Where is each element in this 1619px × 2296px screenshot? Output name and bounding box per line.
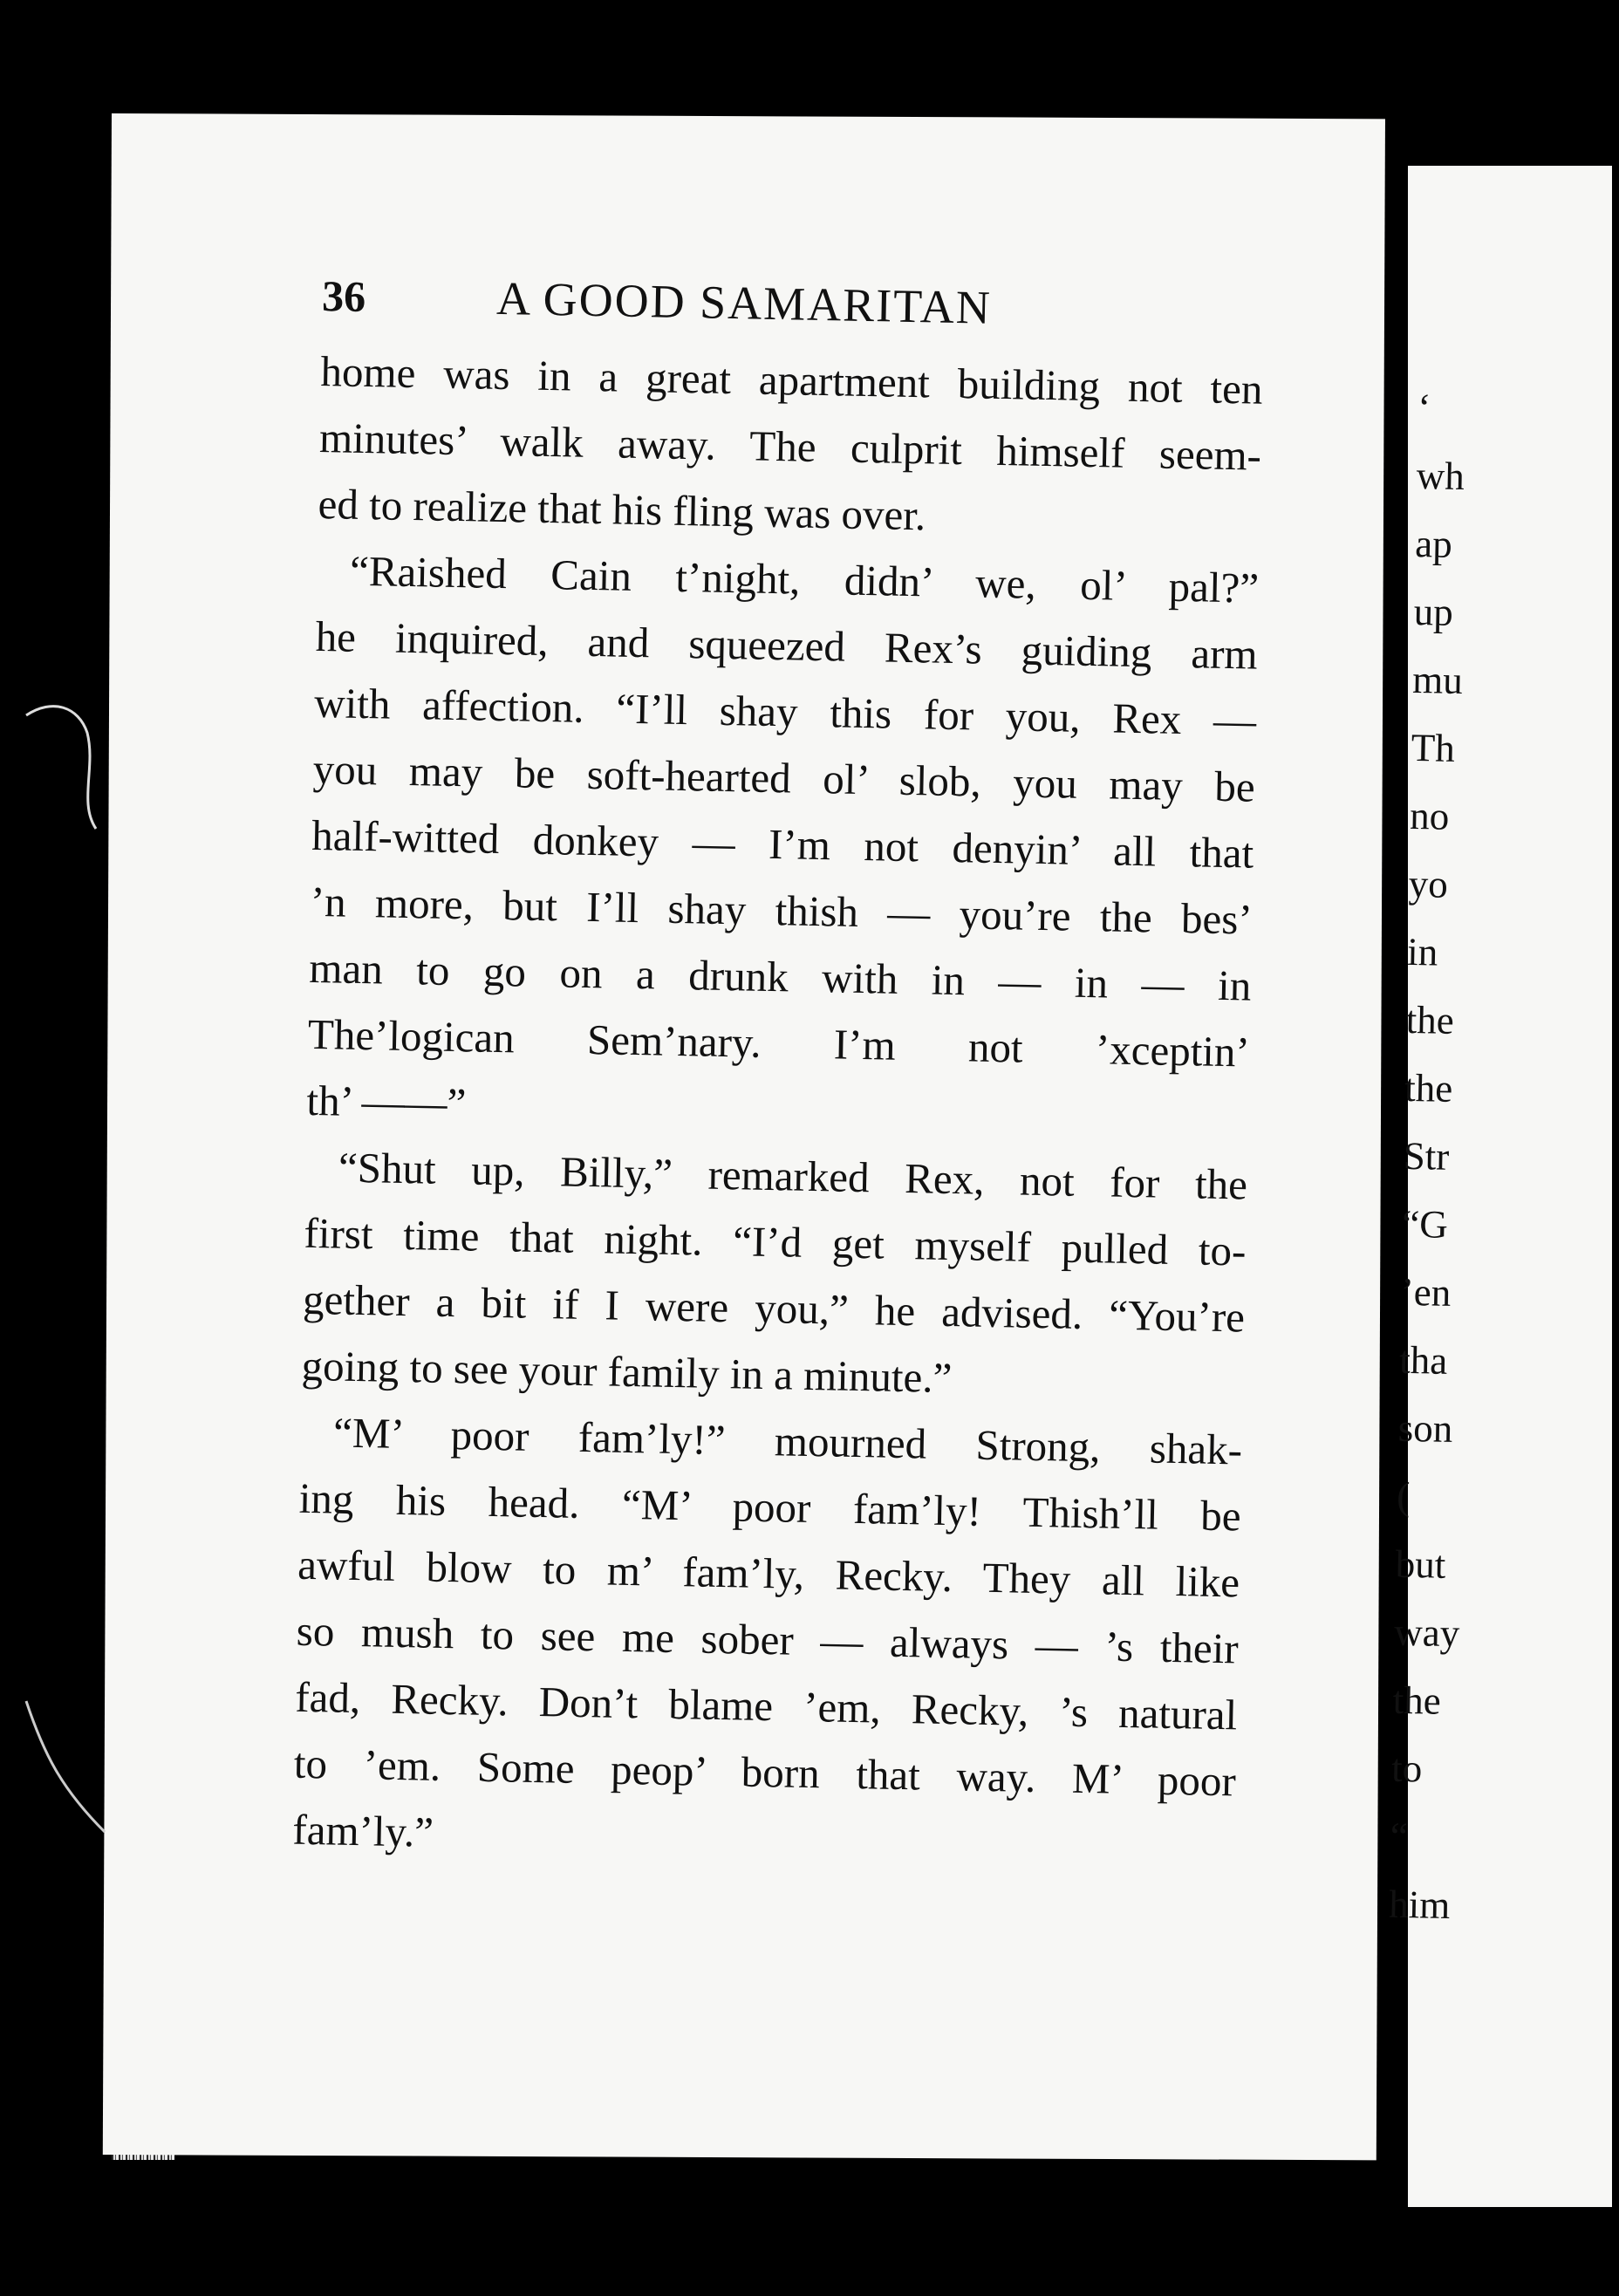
text-line: th’ ——” bbox=[306, 1076, 467, 1128]
text-line: ed to realize that his fling was over. bbox=[318, 479, 926, 540]
right-text-fragment: but bbox=[1395, 1541, 1446, 1587]
right-text-fragment: no bbox=[1409, 793, 1450, 838]
right-text-fragment: “G bbox=[1401, 1201, 1449, 1247]
text-line: home was in a great apartment building not ten bbox=[320, 346, 1263, 413]
text-line: first time that night. “I’d get myself pulled to- bbox=[304, 1208, 1247, 1275]
right-text-fragment: the bbox=[1404, 1065, 1453, 1110]
right-text-fragment: way bbox=[1393, 1609, 1460, 1656]
text-line: “Shut up, Billy,” remarked Rex, not for the bbox=[338, 1143, 1248, 1209]
right-text-fragment: “ bbox=[1390, 1814, 1409, 1859]
text-line: “M’ poor fam’ly!” mourned Strong, shak- bbox=[332, 1408, 1243, 1474]
text-line: awful blow to m’ fam’ly, Recky. They all like bbox=[297, 1540, 1240, 1607]
right-text-fragment: ap bbox=[1414, 521, 1453, 566]
right-text-fragment: ( bbox=[1396, 1473, 1411, 1519]
running-head: A GOOD SAMARITAN bbox=[495, 271, 993, 334]
right-text-fragment: the bbox=[1405, 997, 1455, 1042]
text-line: going to see your family in a minute.” bbox=[301, 1341, 953, 1403]
right-page-text bbox=[1389, 373, 1619, 1942]
text-line: ing his head. “M’ poor fam’ly! Thish’ll be bbox=[298, 1473, 1242, 1541]
page-number: 36 bbox=[321, 270, 366, 321]
left-page-text bbox=[292, 262, 1265, 1881]
right-text-fragment: in bbox=[1406, 929, 1438, 974]
text-line: fam’ly.” bbox=[291, 1805, 434, 1856]
right-text-fragment: yo bbox=[1408, 861, 1449, 906]
text-line: half-witted donkey — I’m not denyin’ all that bbox=[311, 810, 1254, 878]
right-text-fragment: ‘ bbox=[1417, 385, 1431, 430]
thread-mark-lower bbox=[26, 1701, 113, 1841]
right-text-fragment: up bbox=[1413, 589, 1454, 634]
text-line: ’n more, but I’ll shay thish — you’re the bes’ bbox=[310, 877, 1254, 944]
right-text-fragment: to bbox=[1390, 1746, 1423, 1791]
right-text-fragment: ’en bbox=[1400, 1269, 1452, 1315]
right-text-fragment: the bbox=[1392, 1678, 1442, 1723]
right-text-fragment: him bbox=[1388, 1882, 1451, 1928]
text-line: so mush to see me sober — always — ’s their bbox=[296, 1606, 1240, 1673]
right-text-fragment: tha bbox=[1398, 1337, 1448, 1383]
body-text bbox=[292, 338, 1263, 1881]
text-line: fad, Recky. Don’t blame ’em, Recky, ’s natural bbox=[294, 1672, 1238, 1739]
text-line: to ’em. Some peop’ born that way. M’ poor bbox=[293, 1739, 1237, 1806]
text-line: “Raished Cain t’night, didn’ we, ol’ pal?” bbox=[349, 546, 1260, 612]
text-line: he inquired, and squeezed Rex’s guiding arm bbox=[315, 612, 1259, 679]
thread-mark bbox=[26, 698, 122, 829]
right-text-fragment: Str bbox=[1403, 1133, 1450, 1179]
right-text-fragment: son bbox=[1397, 1405, 1453, 1451]
right-text-fragment: mu bbox=[1411, 657, 1464, 703]
text-line: The’logican Sem’nary. I’m not ’xceptin’ bbox=[307, 1009, 1251, 1076]
right-text-fragment: wh bbox=[1416, 453, 1465, 499]
text-line: minutes’ walk away. The culprit himself seem- bbox=[318, 413, 1262, 480]
text-line: gether a bit if I were you,” he advised. “You’re bbox=[302, 1274, 1246, 1342]
right-text-fragment: Th bbox=[1411, 725, 1456, 770]
right-page bbox=[1388, 166, 1612, 2207]
text-line: you may be soft-hearted ol’ slob, you may be bbox=[312, 744, 1256, 811]
text-line: with affection. “I’ll shay this for you, Rex — bbox=[313, 678, 1257, 745]
text-line: man to go on a drunk with in — in — in bbox=[308, 943, 1252, 1010]
